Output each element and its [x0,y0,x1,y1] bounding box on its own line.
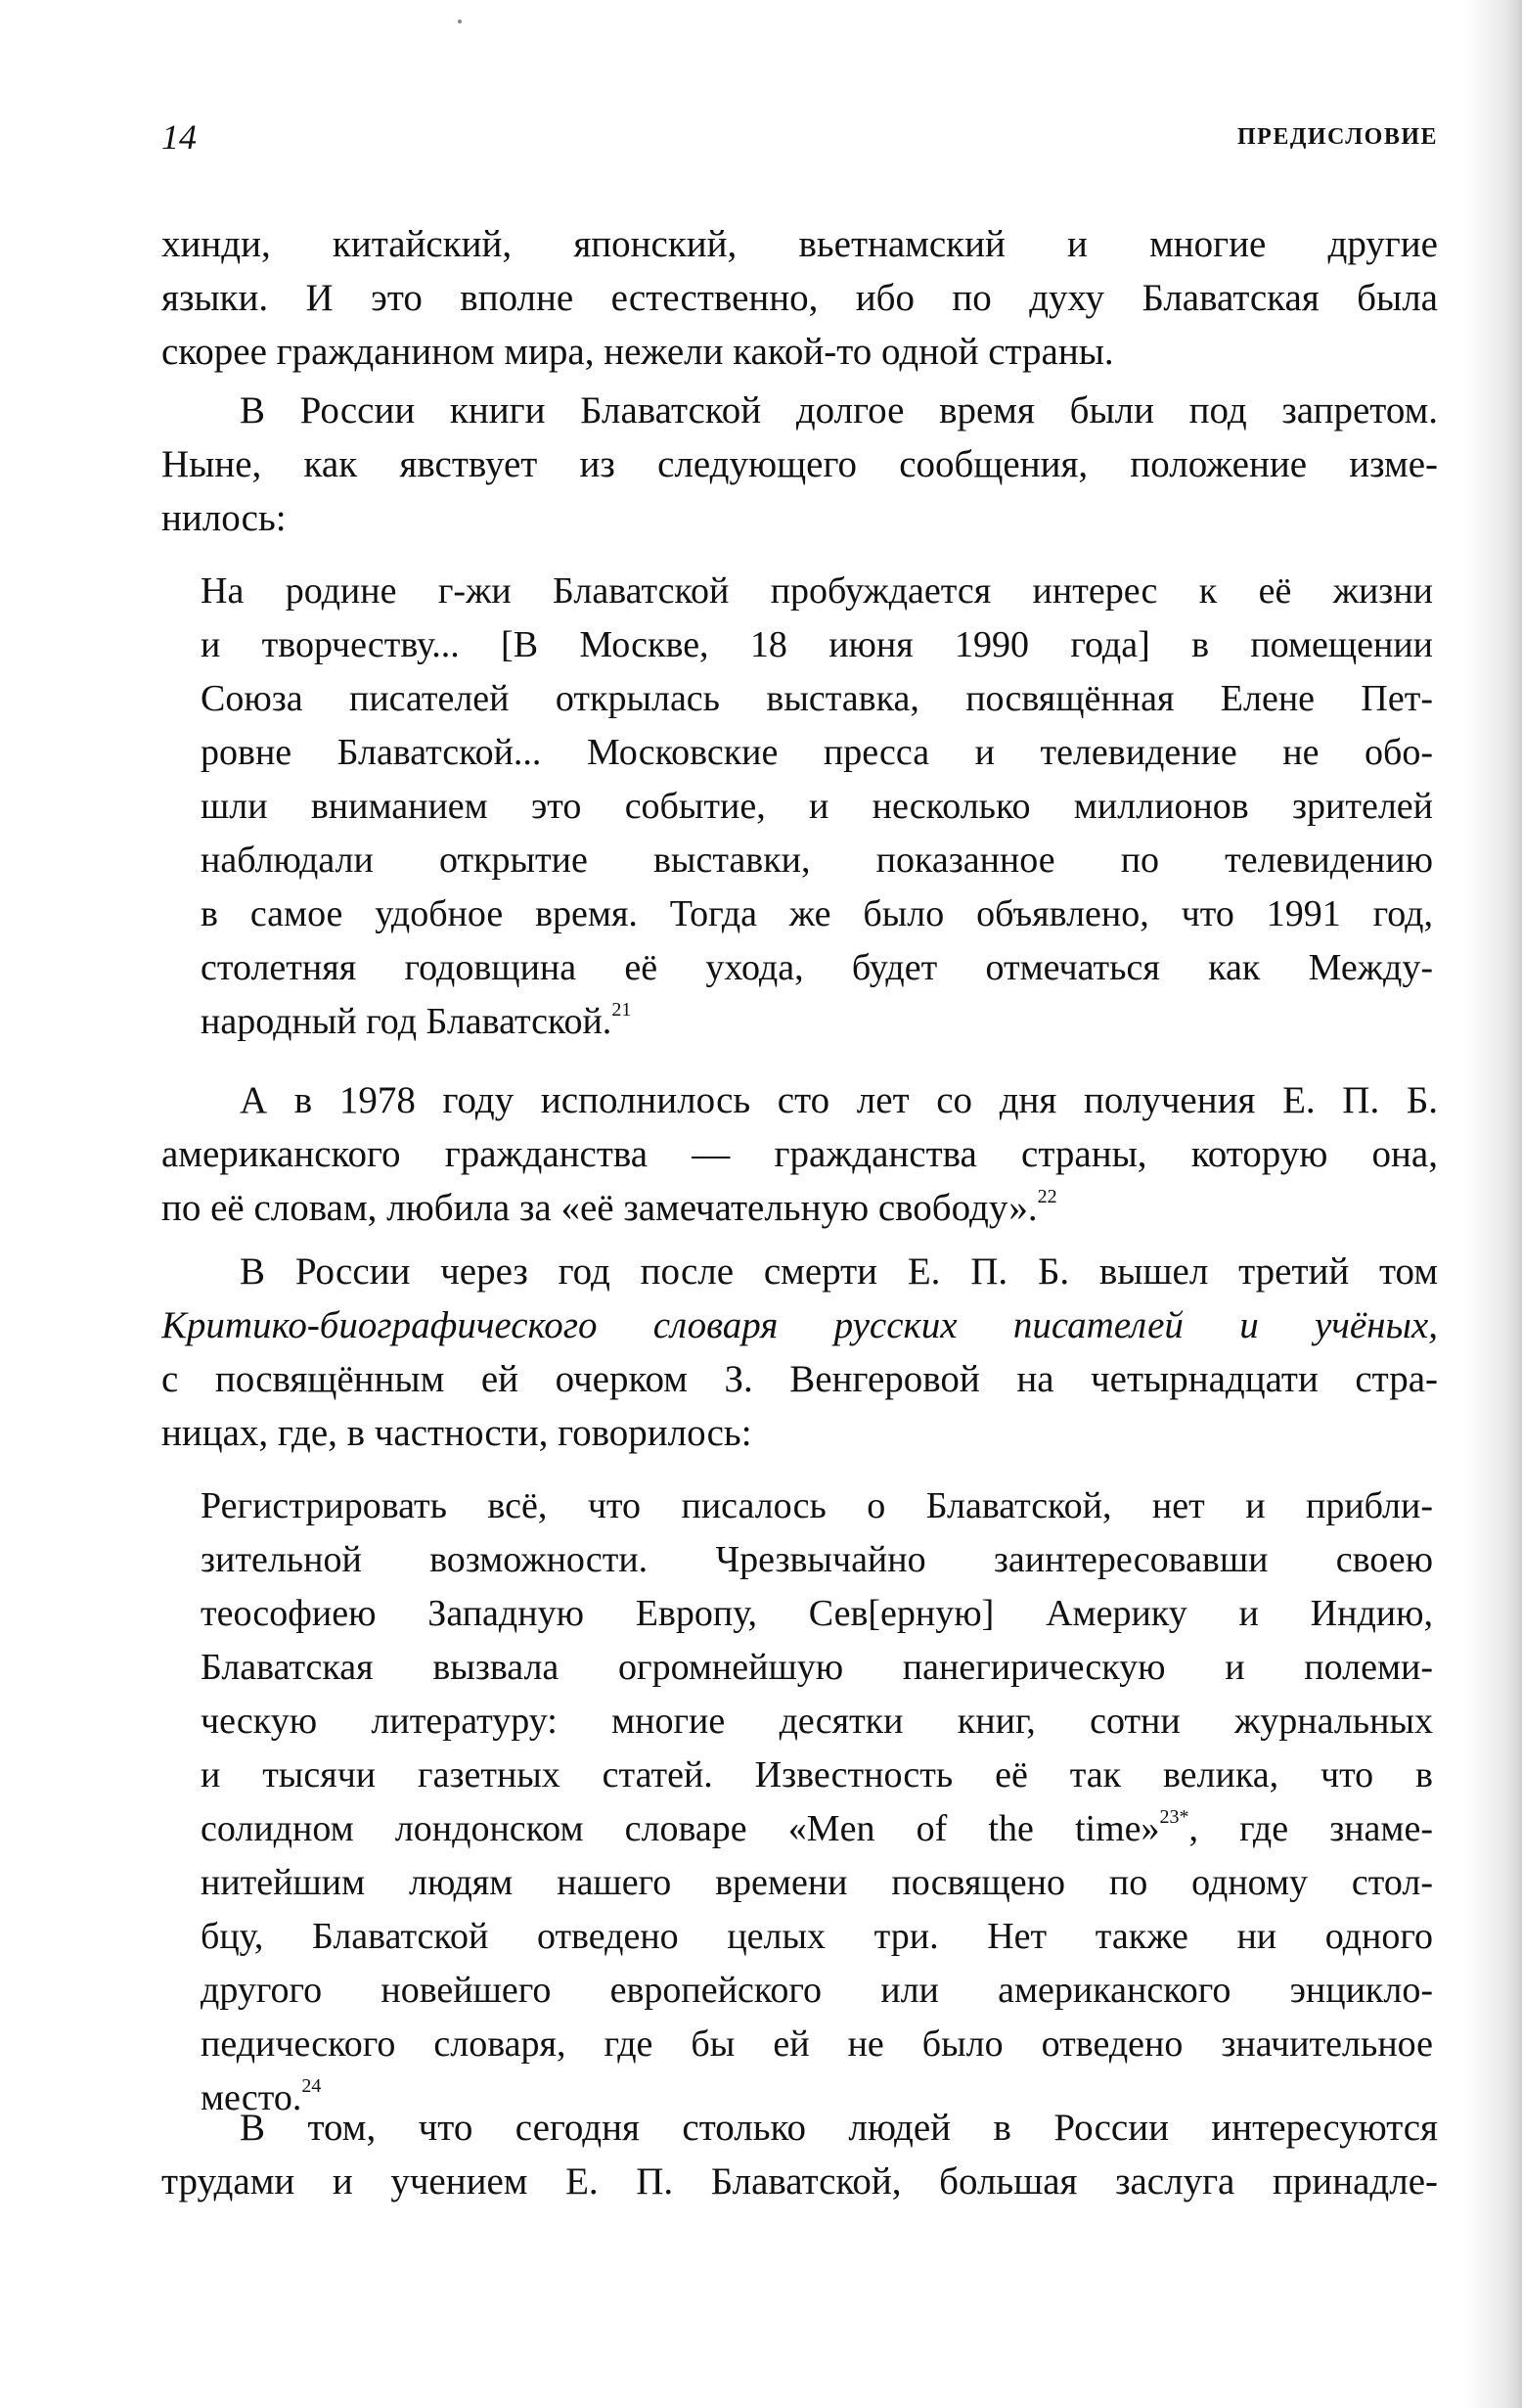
page-number: 14 [161,117,197,157]
paragraph-1 [161,217,1438,379]
quote-text: , где знаме- [1188,1808,1433,1849]
page-edge-shadow [1463,0,1522,2408]
quote-line: Регистрировать всё, что писалось о Блаватской, нет и прибли- [201,1485,1433,1526]
quote-text: место. [201,2077,302,2118]
block-quote-2 [201,1479,1433,2125]
footnote-ref[interactable]: 24 [301,2075,322,2097]
text: по её словам, любила за «её замечательную свободу». [161,1187,1038,1229]
text-line: с посвящённым ей очерком З. Венгеровой на четырнадцати стра- [161,1358,1438,1400]
paragraph-3 [161,1073,1438,1235]
quote-text: солидном лондонском словаре «Men of the time» [201,1808,1160,1849]
text-line [161,1181,1438,1235]
text-line: Ныне, как явствует из следующего сообщения, положение изме- [161,443,1438,485]
text-line: американского гражданства — гражданства страны, которую она, [161,1133,1438,1175]
quote-line: теософиею Западную Европу, Сев[ерную] Америку и Индию, [201,1593,1433,1634]
footnote-ref[interactable]: 23* [1159,1806,1189,1828]
quote-line: столетняя годовщина её ухода, будет отмечаться как Между- [201,947,1433,988]
quote-line: другого новейшего европейского или американского энцикло- [201,1970,1433,2011]
quote-line: и тысячи газетных статей. Известность её так велика, что в [201,1754,1433,1795]
text-line: ницах, где, в частности, говорилось: [161,1412,752,1454]
quote-line: нитейшим людям нашего времени посвящено по одному стол- [201,1862,1433,1903]
book-title: Критико-биографического словаря русских писателей и учёных, [161,1304,1438,1346]
quote-line: и творчеству... [В Москве, 18 июня 1990 года] в помещении [201,624,1433,665]
quote-line: наблюдали открытие выставки, показанное по телевидению [201,840,1433,881]
text-line: В России книги Блаватской долгое время были под запретом. [240,389,1438,432]
quote-text: народный год Блаватской. [201,1001,612,1042]
running-head: ПРЕДИСЛОВИЕ [1237,124,1438,150]
scan-speck [458,20,462,23]
text-line [161,1298,1438,1352]
paragraph-4 [161,1245,1438,1460]
quote-line: Союза писателей открылась выставка, посвящённая Елене Пет- [201,678,1433,719]
page-header [161,114,1438,162]
text-line: хинди, китайский, японский, вьетнамский и многие другие [161,223,1438,265]
text-line: А в 1978 году исполнилось сто лет со дня получения Е. П. Б. [240,1079,1438,1121]
text-line: нилось: [161,497,287,539]
text-line: языки. И это вполне естественно, ибо по духу Блаватская была [161,277,1438,319]
quote-line: ровне Блаватской... Московские пресса и телевидение не обо- [201,732,1433,773]
quote-line [201,995,1433,1049]
quote-line: Блаватская вызвала огромнейшую панегирическую и полеми- [201,1647,1433,1688]
quote-line: зительной возможности. Чрезвычайно заинтересовавши своею [201,1539,1433,1580]
quote-line [201,1802,1433,1856]
block-quote-1 [201,565,1433,1049]
quote-line: шли вниманием это событие, и несколько миллионов зрителей [201,786,1433,827]
text-line: скорее гражданином мира, нежели какой-то одной страны. [161,331,1114,373]
quote-line: ческую литературу: многие десятки книг, сотни журнальных [201,1701,1433,1742]
paragraph-5 [161,2101,1438,2208]
footnote-ref[interactable]: 22 [1037,1186,1057,1207]
quote-line: На родине г-жи Блаватской пробуждается интерес к её жизни [201,570,1433,612]
text-line: трудами и учением Е. П. Блаватской, большая заслуга принадле- [161,2160,1438,2203]
footnote-ref[interactable]: 21 [611,999,632,1021]
quote-line: педического словаря, где бы ей не было отведено значительное [201,2023,1433,2065]
text-line: В том, что сегодня столько людей в России интересуются [240,2107,1438,2149]
quote-line: бцу, Блаватской отведено целых три. Нет также ни одного [201,1916,1433,1957]
quote-line: в самое удобное время. Тогда же было объявлено, что 1991 год, [201,893,1433,934]
text-line: В России через год после смерти Е. П. Б. вышел третий том [240,1250,1438,1293]
paragraph-2 [161,384,1438,545]
